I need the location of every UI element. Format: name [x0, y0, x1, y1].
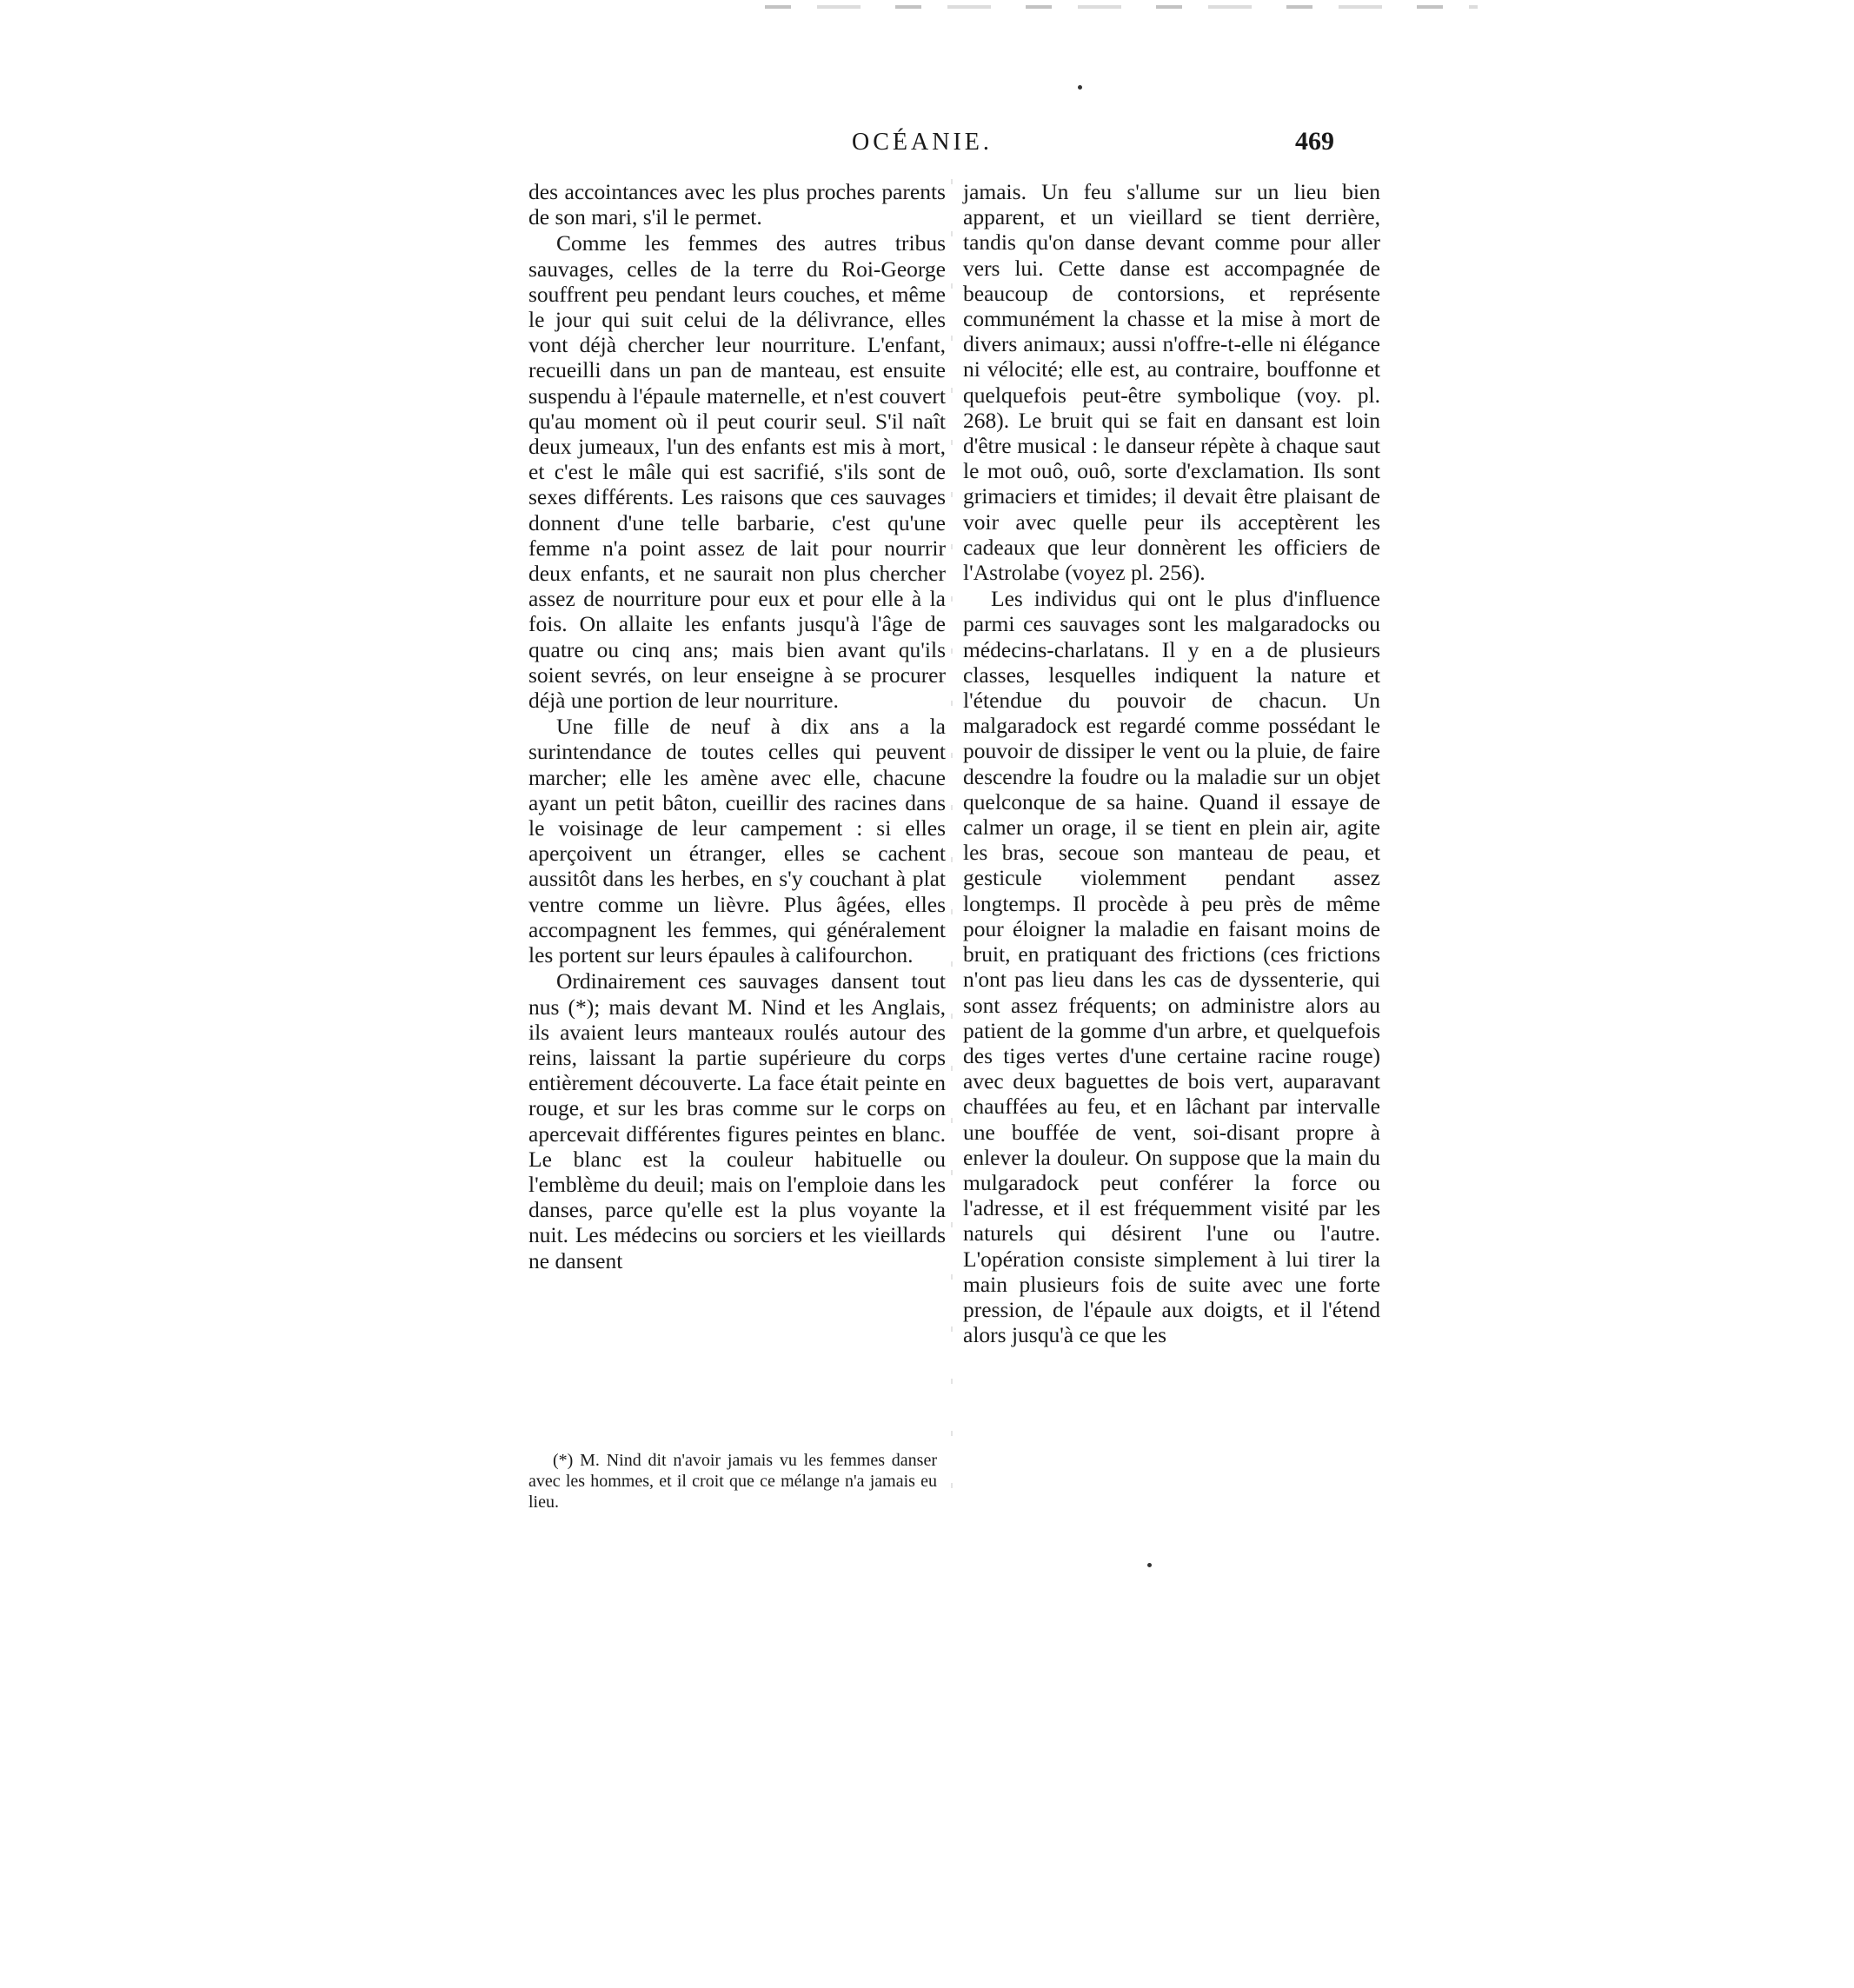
left-column	[528, 179, 946, 1273]
paragraph: Les individus qui ont le plus d'influence parmi ces sauvages sont les malgaradocks ou médecins-charlatans. Il y en a de plusieurs classes, lesquelles indiquent la nature et l'étendue du pouvoir de chacun. Un malgaradock est regardé comme possédant le pouvoir de dissiper le vent ou la pluie, de faire descendre la foudre ou la maladie sur un objet quelconque de sa haine. Quand il essaye de calmer un orage, il se tient en plein air, agite les bras, secoue son manteau de peau, et gesticule violemment pendant assez longtemps. Il procède à peu près de même pour éloigner la maladie en faisant moins de bruit, en pratiquant des frictions (ces frictions n'ont pas lieu dans les cas de dyssenterie, qui sont assez fréquents; on administre alors au patient de la gomme d'un arbre, et quelquefois des tiges vertes d'une certaine racine rouge) avec deux baguettes de bois vert, auparavant chauffées au feu, et en lâchant par intervalle une bouffée de vent, soi-disant propre à enlever la douleur. On suppose que la main du mulgaradock peut conférer la force ou l'adresse, et il est fréquemment visité par les naturels qui désirent l'une ou l'autre. L'opération consiste simplement à lui tirer la main plusieurs fois de suite avec une forte pression, de l'épaule aux doigts, et il l'étend alors jusqu'à ce que les	[963, 586, 1380, 1348]
paragraph: Une fille de neuf à dix ans a la surintendance de toutes celles qui peuvent marcher; elle les amène avec elle, chacune ayant un petit bâton, cueillir des racines dans le voisinage de leur campement : si elles aperçoivent un étranger, elles se cachent aussitôt dans les herbes, en s'y couchant à plat ventre comme un lièvre. Plus âgées, elles accompagnent les femmes, qui généralement les portent sur leurs épaules à califourchon.	[528, 714, 946, 968]
page-number: 469	[1295, 127, 1334, 156]
paragraph: des accointances avec les plus proches parents de son mari, s'il le permet.	[528, 179, 946, 230]
paragraph: Ordinairement ces sauvages dansent tout nus (*); mais devant M. Nind et les Anglais, ils avaient leurs manteaux roulés autour des reins, laissant la partie supérieure du corps entièrement découverte. La face était peinte en rouge, et sur les bras comme sur le corps on apercevait différentes figures peintes en blanc. Le blanc est la couleur habituelle ou l'emblème du deuil; mais on l'emploie dans les danses, parce qu'elle est la plus voyante la nuit. Les médecins ou sorciers et les vieillards ne dansent	[528, 968, 946, 1273]
paragraph: jamais. Un feu s'allume sur un lieu bien apparent, et un vieillard se tient derrière, tandis qu'on danse devant comme pour aller vers lui. Cette danse est accompagnée de beaucoup de contorsions, et représente communément la chasse et la mise à mort de divers animaux; aussi n'offre-t-elle ni élégance ni vélocité; elle est, au contraire, bouffonne et quelquefois peut-être symbolique (voy. pl. 268). Le bruit qui se fait en dansant est loin d'être musical : le danseur répète à chaque saut le mot ouô, ouô, sorte d'exclamation. Ils sont grimaciers et timides; il devait être plaisant de voir avec quelle peur ils acceptèrent les cadeaux que leur donnèrent les officiers de l'Astrolabe (voyez pl. 256).	[963, 179, 1380, 586]
column-gutter	[951, 179, 953, 1526]
scan-edge-mark	[765, 5, 1478, 9]
print-speck	[1078, 85, 1082, 90]
paragraph: Comme les femmes des autres tribus sauvages, celles de la terre du Roi-George souffrent peu pendant leurs couches, et même le jour qui suit celui de la délivrance, elles vont déjà chercher leur nourriture. L'enfant, recueilli dans un pan de manteau, est ensuite suspendu à l'épaule maternelle, et n'est couvert qu'au moment où il peut courir seul. S'il naît deux jumeaux, l'un des enfants est mis à mort, et c'est le mâle qui est sacrifié, s'ils sont de sexes différents. Les raisons que ces sauvages donnent d'une telle barbarie, c'est qu'une femme n'a point assez de lait pour nourrir deux enfants, et ne saurait non plus chercher assez de nourriture pour eux et pour elle à la fois. On allaite les enfants jusqu'à l'âge de quatre ou cinq ans; mais bien avant qu'ils soient sevrés, on leur enseigne à se procurer déjà une portion de leur nourriture.	[528, 230, 946, 714]
footnote: (*) M. Nind dit n'avoir jamais vu les femmes danser avec les hommes, et il croit que ce mélange n'a jamais eu lieu.	[528, 1451, 937, 1512]
print-speck	[1147, 1563, 1152, 1567]
running-head: OCÉANIE.	[852, 129, 993, 156]
right-column	[963, 179, 1380, 1347]
